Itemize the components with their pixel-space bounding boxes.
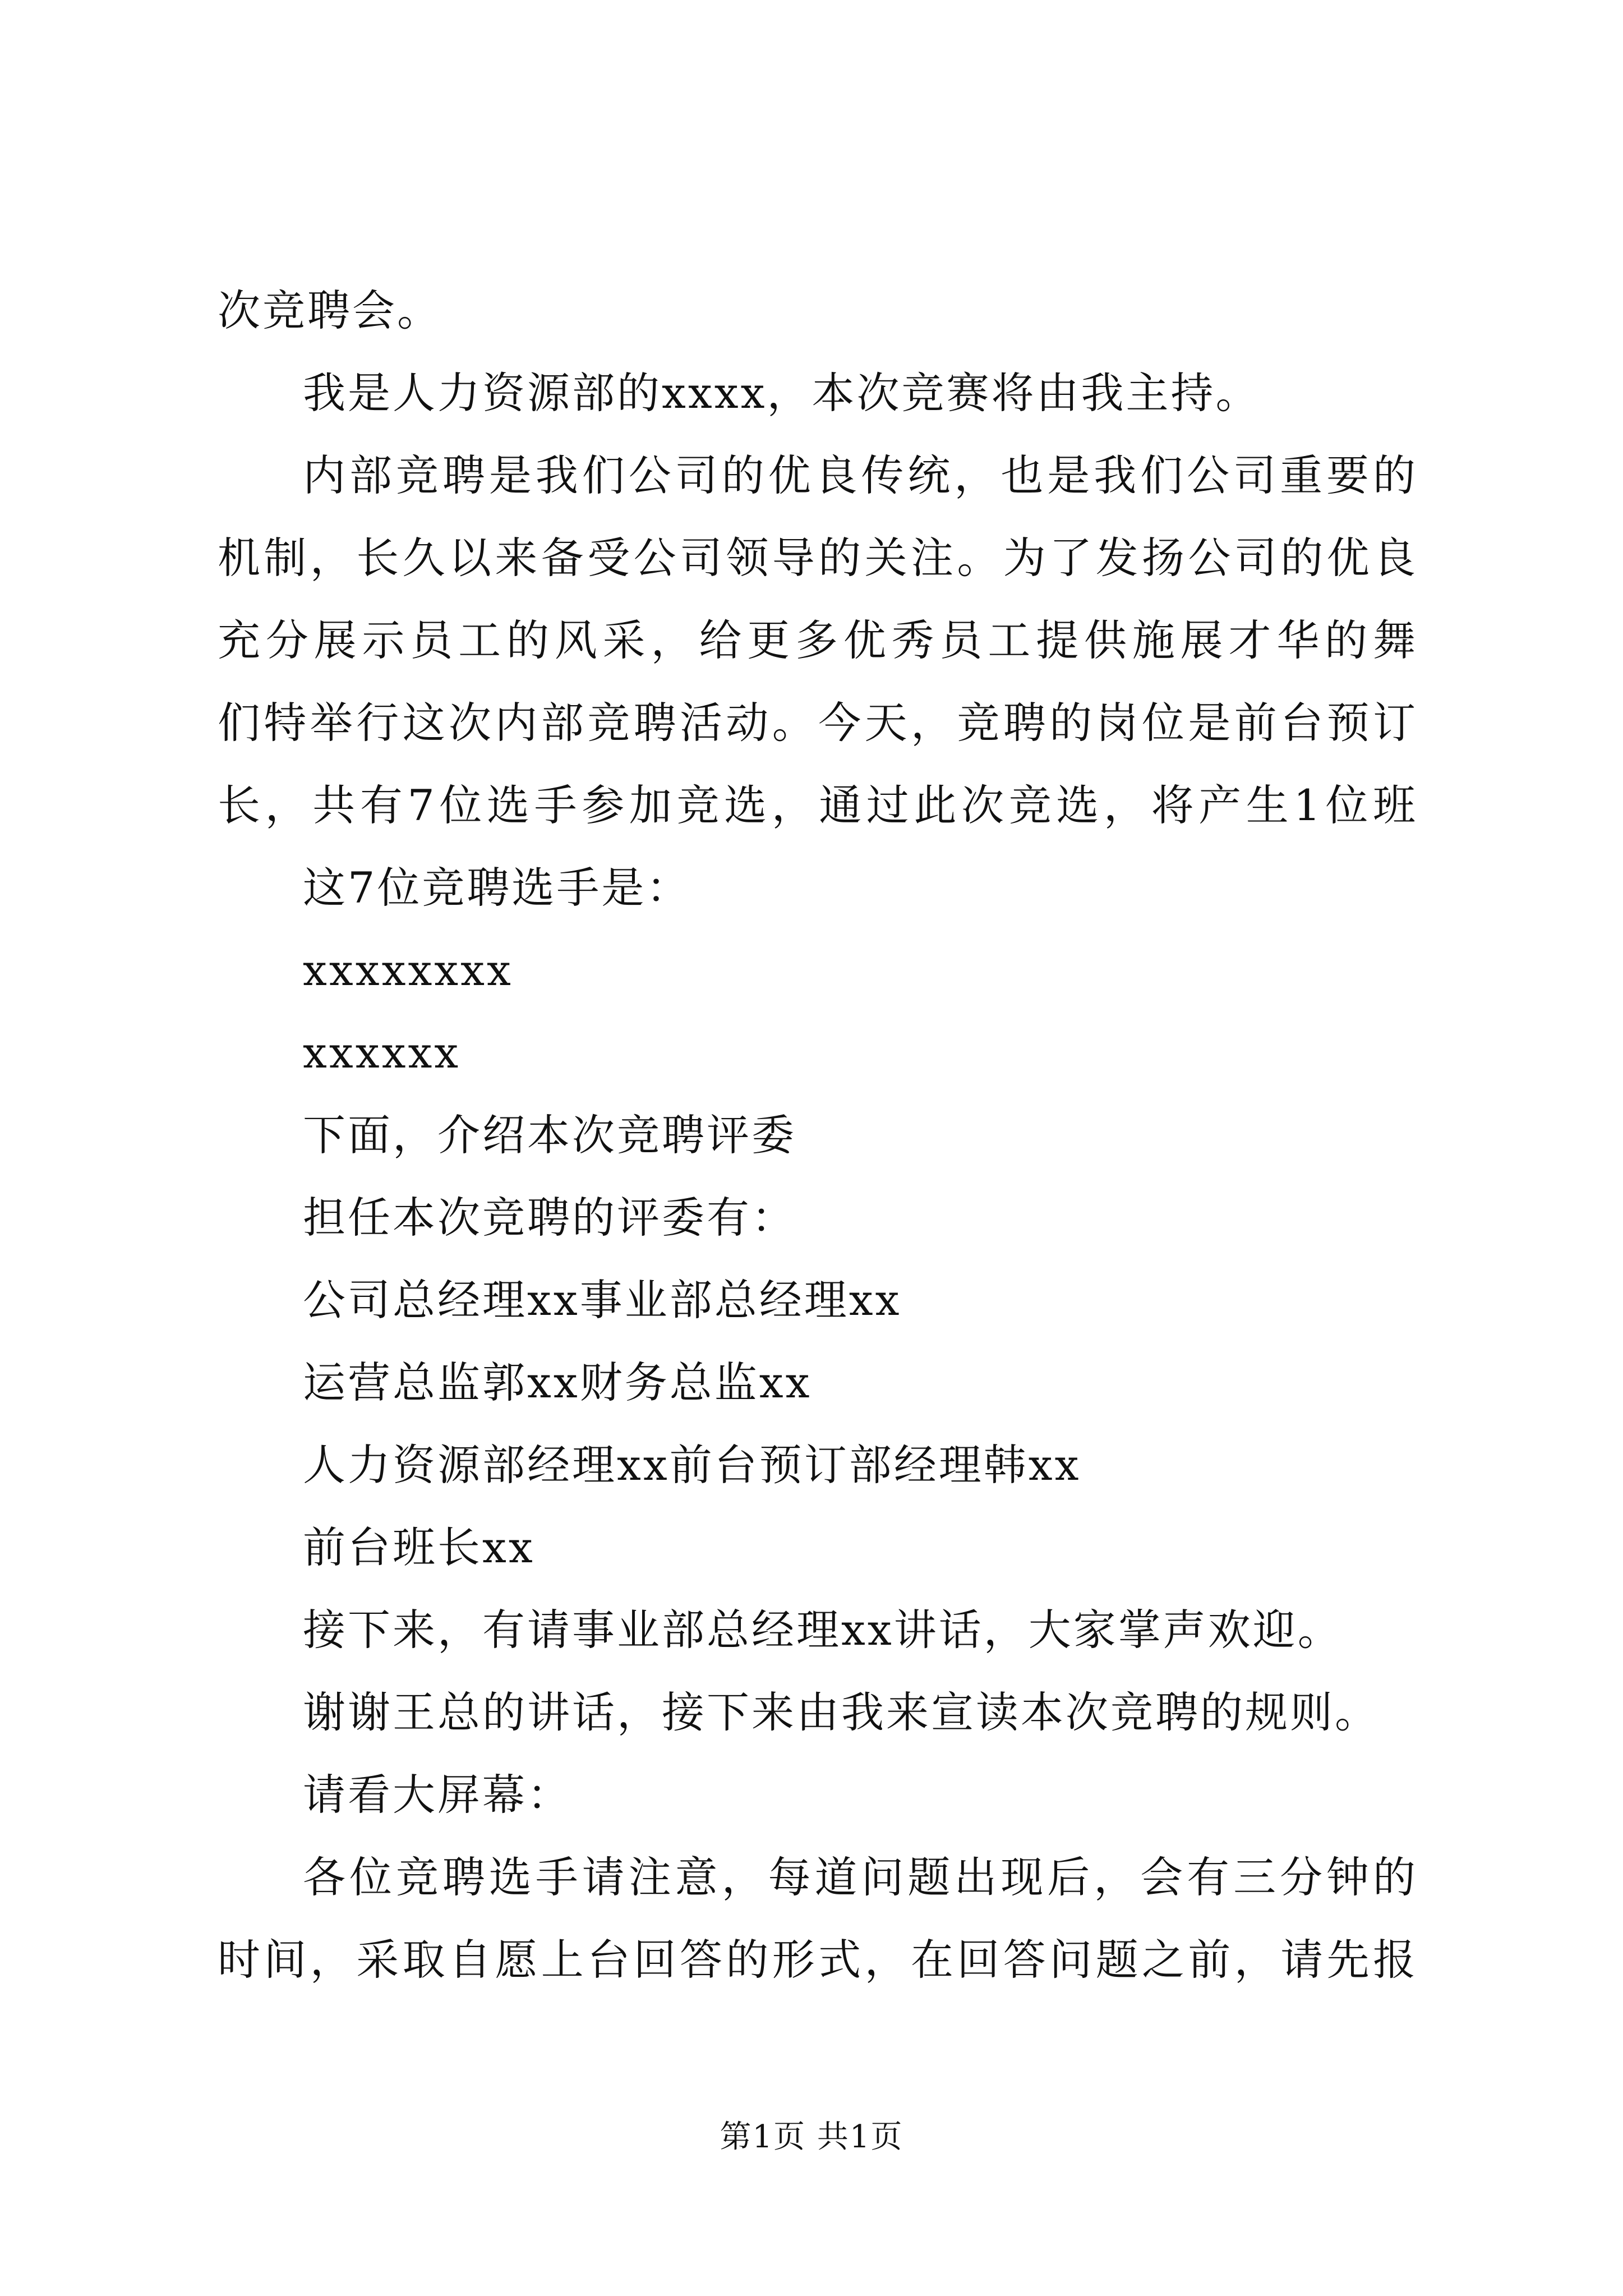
paragraph-line: 我是人力资源部的xxxx，本次竞赛将由我主持。 — [303, 368, 1261, 418]
judge-line: 前台班长xx — [303, 1522, 535, 1572]
paragraph-line: 长，共有7位选手参加竞选，通过此次竞选，将产生1位班 — [218, 780, 1418, 830]
candidate-line: xxxxxx — [303, 1028, 461, 1078]
page-footer: 第1页 共1页 — [720, 2119, 903, 2155]
paragraph-line: 次竞聘会。 — [218, 286, 442, 335]
paragraph-line: 们特举行这次内部竞聘活动。今天，竞聘的岗位是前台预订 — [218, 698, 1418, 748]
paragraph-line: 请看大屏幕： — [303, 1770, 572, 1820]
document-body — [218, 269, 1418, 2001]
judge-line: 公司总经理xx事业部总经理xx — [303, 1275, 902, 1325]
judge-line: 人力资源部经理xx前台预订部经理韩xx — [303, 1440, 1081, 1490]
candidate-line: xxxxxxxx — [303, 945, 513, 995]
paragraph-line: 各位竞聘选手请注意，每道问题出现后，会有三分钟的 — [303, 1852, 1418, 1902]
paragraph-line: 内部竞聘是我们公司的优良传统，也是我们公司重要的 — [303, 450, 1418, 500]
judge-line: 运营总监郭xx财务总监xx — [303, 1358, 812, 1407]
paragraph-line: 机制，长久以来备受公司领导的关注。为了发扬公司的优良 — [218, 533, 1418, 583]
paragraph-line: 这7位竞聘选手是： — [303, 863, 691, 913]
paragraph-line: 接下来，有请事业部总经理xx讲话，大家掌声欢迎。 — [303, 1605, 1343, 1655]
paragraph-line: 担任本次竞聘的评委有： — [303, 1193, 796, 1243]
paragraph-line: 充分展示员工的风采，给更多优秀员工提供施展才华的舞 — [218, 615, 1418, 665]
paragraph-line: 下面，介绍本次竞聘评委 — [303, 1110, 796, 1160]
paragraph-line: 谢谢王总的讲话，接下来由我来宣读本次竞聘的规则。 — [303, 1687, 1380, 1737]
paragraph-line: 时间，采取自愿上台回答的形式，在回答问题之前，请先报 — [218, 1935, 1418, 1985]
